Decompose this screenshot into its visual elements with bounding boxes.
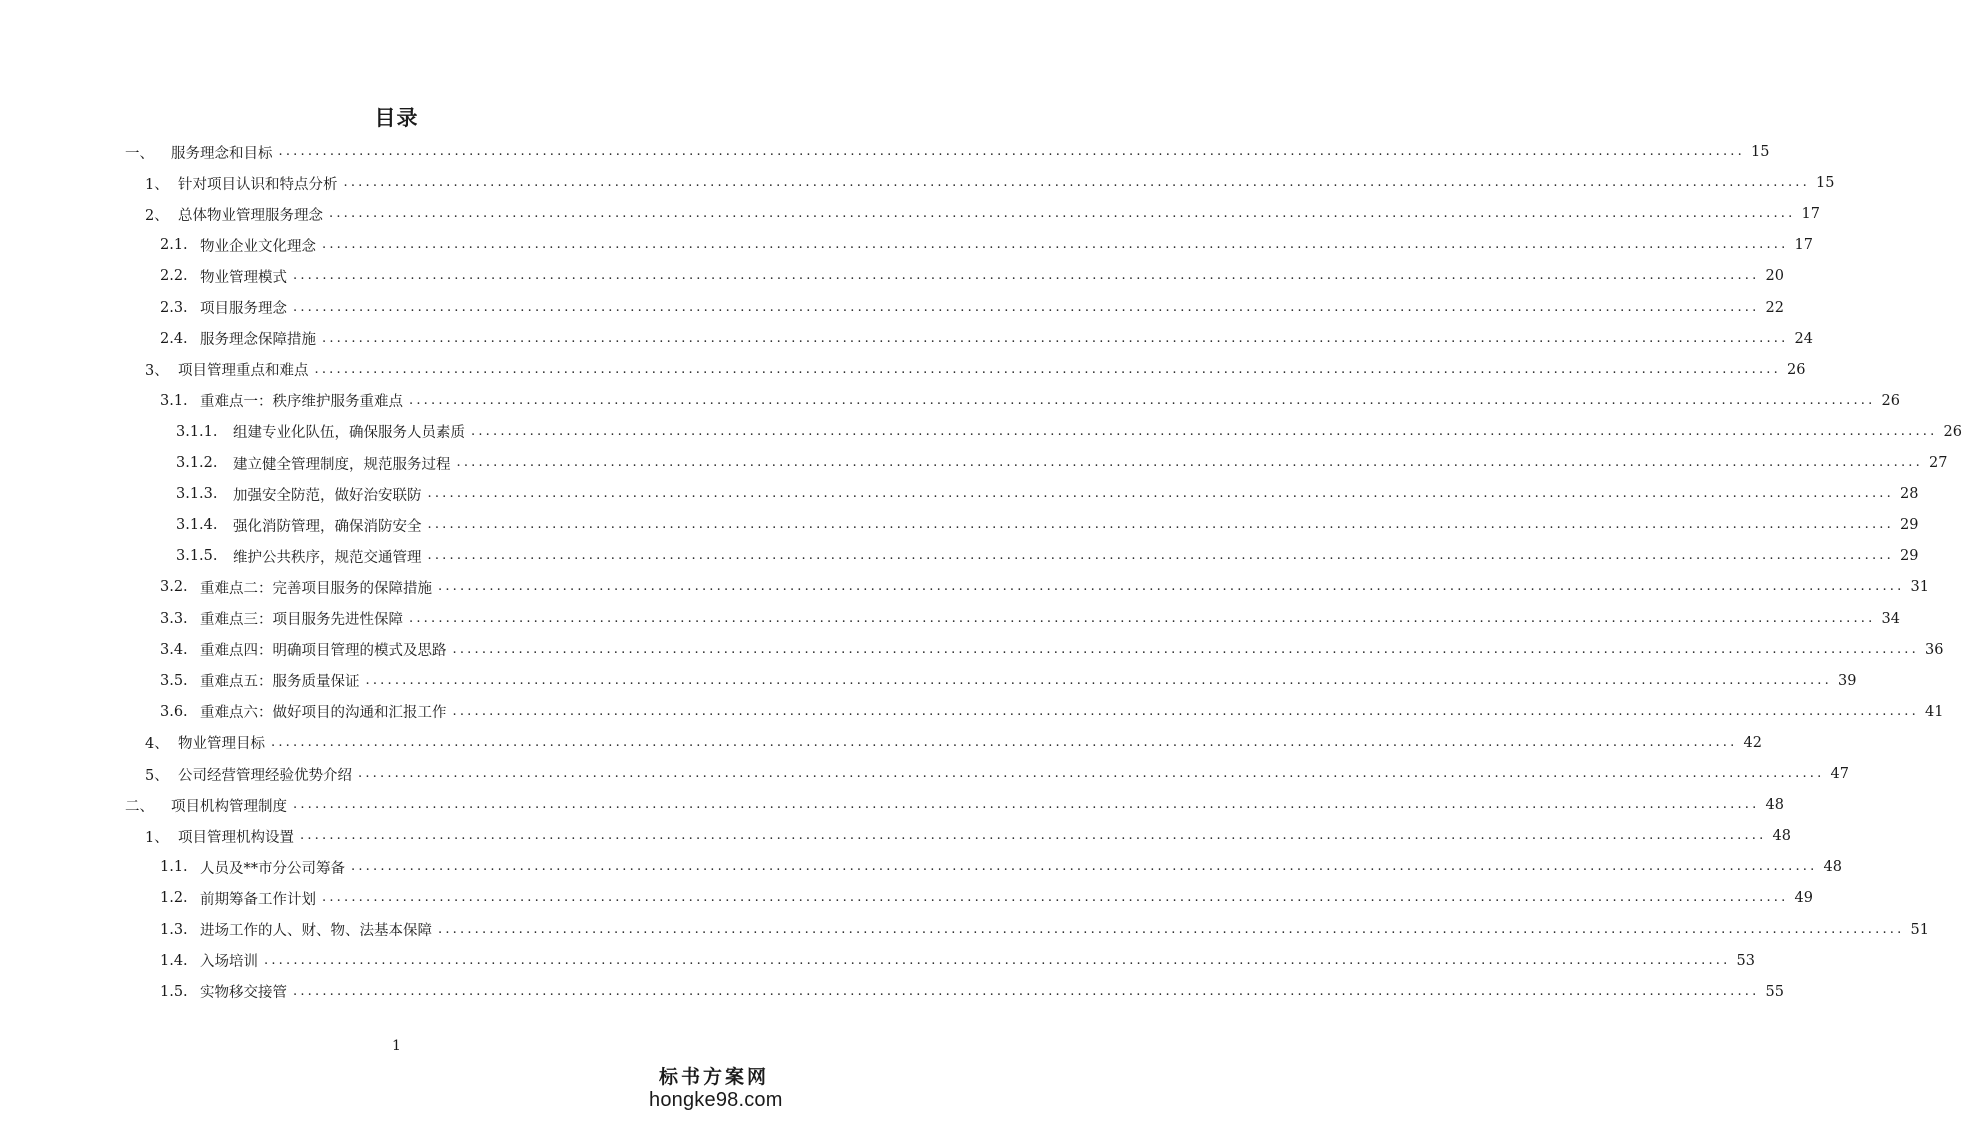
toc-entry-page: 47	[1830, 766, 1849, 782]
toc-leader-dots: ........................................................................................................................................................................................................	[409, 610, 1876, 626]
toc-entry-page: 24	[1794, 330, 1813, 347]
toc-entry-title: 前期筹备工作计划	[200, 891, 316, 908]
toc-entry[interactable]	[176, 544, 1919, 568]
toc-leader-dots: ........................................................................................................................................................................................................	[343, 175, 1810, 191]
toc-entry[interactable]	[176, 513, 1919, 537]
toc-entry[interactable]	[176, 420, 1962, 444]
toc-entry-number: 1、	[145, 176, 169, 193]
toc-entry-number: 3.3.	[160, 610, 188, 627]
toc-entry[interactable]	[160, 918, 1929, 942]
toc-entry-title: 项目机构管理制度	[171, 798, 287, 815]
toc-entry[interactable]	[160, 669, 1857, 693]
toc-entry[interactable]	[160, 264, 1784, 288]
toc-entry-page: 17	[1801, 206, 1820, 223]
watermark-url: hongke98.com	[649, 1089, 783, 1111]
toc-entry-number: 3.2.	[160, 579, 188, 596]
toc-entry-page: 28	[1899, 486, 1919, 503]
toc-entry-page: 17	[1794, 237, 1813, 254]
toc-entry-title: 重难点四：明确项目管理的模式及思路	[200, 643, 447, 660]
toc-leader-dots: ........................................................................................................................................................................................................	[427, 517, 1894, 533]
toc-entry-title: 服务理念和目标	[171, 145, 273, 162]
toc-leader-dots: ........................................................................................................................................................................................................	[293, 268, 1760, 284]
toc-entry-number: 1、	[145, 829, 169, 846]
page-title: 目录	[374, 105, 419, 130]
toc-entry[interactable]	[176, 482, 1919, 506]
toc-entry-title: 进场工作的人、财、物、法基本保障	[200, 923, 432, 939]
toc-entry-number: 3、	[145, 363, 169, 380]
toc-entry-page: 29	[1899, 517, 1919, 534]
toc-entry-page: 15	[1815, 175, 1835, 192]
toc-entry-number: 3.1.1.	[176, 423, 218, 440]
toc-entry-page: 48	[1765, 797, 1784, 814]
toc-leader-dots: ........................................................................................................................................................................................................	[322, 330, 1789, 346]
toc-leader-dots: ........................................................................................................................................................................................................	[351, 859, 1818, 875]
toc-leader-dots: ........................................................................................................................................................................................................	[427, 548, 1894, 564]
toc-entry[interactable]	[160, 389, 1900, 413]
toc-entry-page: 27	[1928, 455, 1948, 471]
toc-entry-title: 重难点一：秩序维护服务重难点	[200, 394, 403, 411]
toc-entry[interactable]	[160, 638, 1944, 662]
toc-entry-page: 26	[1786, 361, 1806, 378]
toc-entry-page: 55	[1765, 983, 1784, 1000]
toc-entry-page: 39	[1837, 672, 1857, 689]
toc-entry-title: 项目管理机构设置	[178, 829, 294, 846]
toc-entry-number: 1.2.	[160, 890, 188, 907]
toc-leader-dots: ........................................................................................................................................................................................................	[329, 206, 1796, 222]
toc-entry-page: 20	[1765, 268, 1784, 285]
toc-entry-page: 49	[1794, 890, 1813, 907]
toc-entry-title: 实物移交接管	[200, 985, 287, 1002]
toc-entry-page: 41	[1924, 703, 1944, 720]
toc-entry-number: 2.3.	[160, 299, 188, 316]
toc-entry-page: 48	[1823, 859, 1842, 876]
toc-entry-title: 建立健全管理制度，规范服务过程	[233, 456, 451, 473]
toc-entry-number: 3.1.3.	[176, 486, 218, 503]
toc-leader-dots: ........................................................................................................................................................................................................	[365, 672, 1832, 688]
toc-entry-number: 1.4.	[160, 952, 188, 969]
watermark	[649, 1066, 783, 1112]
toc-entry-title: 人员及**市分公司筹备	[200, 860, 345, 877]
toc-leader-dots: ........................................................................................................................................................................................................	[322, 890, 1789, 906]
toc-leader-dots: ........................................................................................................................................................................................................	[456, 455, 1923, 470]
toc-entry-title: 加强安全防范，做好治安联防	[233, 487, 422, 504]
toc-entry-title: 重难点五：服务质量保证	[200, 674, 360, 691]
toc-entry-number: 3.1.	[160, 392, 188, 409]
toc-entry-page: 26	[1881, 392, 1900, 409]
toc-entry[interactable]	[160, 980, 1784, 1004]
toc-entry-title: 物业企业文化理念	[200, 238, 316, 255]
toc-entry-title: 项目服务理念	[200, 301, 287, 317]
toc-entry-title: 服务理念保障措施	[200, 332, 316, 349]
toc-leader-dots: ........................................................................................................................................................................................................	[293, 983, 1760, 999]
toc-entry-title: 物业管理模式	[200, 269, 287, 286]
toc-leader-dots: ........................................................................................................................................................................................................	[452, 641, 1919, 657]
page-number: 1	[392, 1038, 401, 1054]
toc-leader-dots: ........................................................................................................................................................................................................	[452, 703, 1919, 719]
toc-leader-dots: ........................................................................................................................................................................................................	[409, 392, 1876, 408]
toc-leader-dots: ........................................................................................................................................................................................................	[427, 486, 1894, 502]
toc-entry[interactable]	[125, 140, 1770, 164]
toc-entry[interactable]	[145, 824, 1791, 848]
toc-entry-page: 31	[1910, 579, 1929, 596]
toc-entry-number: 3.4.	[160, 641, 188, 658]
toc-entry-number: 2、	[145, 207, 169, 224]
toc-entry-title: 重难点三：项目服务先进性保障	[200, 612, 403, 628]
toc-entry[interactable]	[160, 855, 1842, 879]
toc-entry-page: 42	[1743, 734, 1762, 751]
toc-entry-title: 项目管理重点和难点	[178, 363, 309, 380]
toc-entry-page: 36	[1924, 641, 1944, 658]
toc-entry-title: 物业管理目标	[178, 736, 265, 753]
toc-entry-number: 2.1.	[160, 237, 188, 254]
toc-entry-number: 3.1.4.	[176, 517, 218, 534]
toc-entry-number: 3.1.2.	[176, 455, 218, 471]
toc-entry-number: 1.5.	[160, 983, 188, 1000]
toc-entry[interactable]	[145, 171, 1835, 195]
toc-leader-dots: ........................................................................................................................................................................................................	[322, 237, 1789, 253]
toc-entry-title: 重难点六：做好项目的沟通和汇报工作	[200, 705, 447, 722]
toc-entry-number: 二、	[125, 798, 154, 815]
toc-entry-title: 强化消防管理，确保消防安全	[233, 518, 422, 535]
toc-entry-page: 29	[1899, 548, 1919, 565]
toc-leader-dots: ........................................................................................................................................................................................................	[314, 361, 1781, 377]
toc-entry[interactable]	[160, 327, 1813, 351]
toc-entry-page: 48	[1772, 828, 1791, 845]
toc-leader-dots: ........................................................................................................................................................................................................	[293, 797, 1760, 813]
toc-entry-page: 51	[1910, 921, 1929, 938]
toc-entry-number: 3.1.5.	[176, 548, 218, 565]
toc-leader-dots: ........................................................................................................................................................................................................	[471, 423, 1938, 439]
toc-entry[interactable]	[176, 451, 1948, 475]
toc-entry-number: 3.5.	[160, 672, 188, 689]
toc-entry[interactable]	[160, 607, 1900, 631]
toc-leader-dots: ........................................................................................................................................................................................................	[358, 766, 1825, 781]
toc-entry-page: 53	[1736, 952, 1755, 969]
toc-entry-title: 组建专业化队伍，确保服务人员素质	[233, 425, 465, 442]
toc-entry-number: 一、	[125, 145, 154, 162]
toc-entry[interactable]	[145, 358, 1806, 382]
toc-entry[interactable]	[160, 296, 1784, 320]
toc-leader-dots: ........................................................................................................................................................................................................	[278, 144, 1745, 159]
toc-leader-dots: ........................................................................................................................................................................................................	[438, 921, 1905, 937]
toc-entry[interactable]	[145, 202, 1820, 226]
toc-leader-dots: ........................................................................................................................................................................................................	[264, 952, 1731, 968]
watermark-cn: 标书方案网	[658, 1066, 769, 1088]
toc-entry-number: 4、	[145, 736, 169, 753]
toc-entry-page: 34	[1881, 610, 1900, 627]
toc-leader-dots: ........................................................................................................................................................................................................	[293, 299, 1760, 315]
toc-entry-page: 15	[1750, 144, 1770, 160]
toc-leader-dots: ........................................................................................................................................................................................................	[300, 828, 1767, 844]
toc-entry-number: 1.1.	[160, 859, 188, 876]
toc-entry[interactable]	[145, 762, 1849, 786]
toc-entry[interactable]	[160, 233, 1813, 257]
toc-entry[interactable]	[125, 793, 1784, 817]
toc-entry[interactable]	[160, 575, 1929, 599]
toc-entry-title: 入场培训	[200, 954, 258, 971]
toc-entry-page: 22	[1765, 299, 1784, 316]
toc-entry[interactable]	[145, 731, 1762, 755]
toc-entry-number: 3.6.	[160, 703, 188, 720]
toc-entry-number: 2.4.	[160, 330, 188, 347]
toc-entry[interactable]	[160, 886, 1813, 910]
toc-leader-dots: ........................................................................................................................................................................................................	[438, 579, 1905, 595]
toc-entry[interactable]	[160, 700, 1944, 724]
toc-entry-title: 维护公共秩序，规范交通管理	[233, 549, 422, 566]
toc-entry-title: 公司经营管理经验优势介绍	[178, 767, 352, 784]
toc-entry-number: 2.2.	[160, 268, 188, 285]
toc-entry-page: 26	[1943, 423, 1962, 440]
toc-entry-title: 针对项目认识和特点分析	[178, 176, 338, 193]
toc-leader-dots: ........................................................................................................................................................................................................	[271, 734, 1738, 750]
toc-entry-number: 1.3.	[160, 921, 188, 938]
toc-entry-title: 重难点二：完善项目服务的保障措施	[200, 580, 432, 597]
toc-entry-number: 5、	[145, 767, 169, 784]
toc-entry[interactable]	[160, 949, 1755, 973]
toc-entry-title: 总体物业管理服务理念	[178, 207, 323, 224]
